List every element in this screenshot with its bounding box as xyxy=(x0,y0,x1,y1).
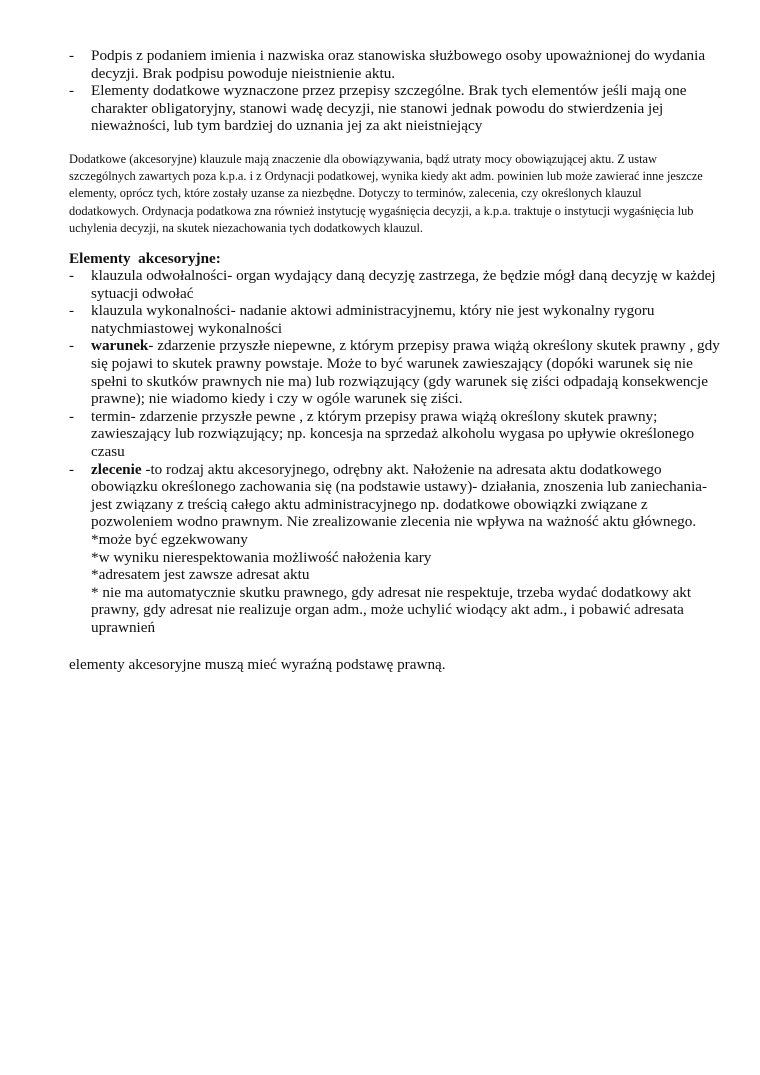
list-sub-line: *może być egzekwowany xyxy=(91,530,248,548)
list-item-text: klauzula wykonalności- nadanie aktowi administracyjnemu, który nie jest wykonalny rygoru natychmiastowej wykonalności xyxy=(91,302,655,337)
list-sub-line: *adresatem jest zawsze adresat aktu xyxy=(91,566,310,584)
list-bullet: - xyxy=(69,302,75,320)
list-item-text: -to rodzaj aktu akcesoryjnego, odrębny akt. Nałożenie na adresata aktu dodatkowego obowiązku określonego zachowania się (na podstawie ustawy)- działania, znoszenia lub zaniechania- jest związany z treścią całego aktu administracyjnego np. dodatkowe obowiązki związane z pozwoleniem wodno prawnym. Nie zrealizowanie zlecenia nie wpływa na ważność aktu głównego. xyxy=(91,460,708,531)
list-item xyxy=(69,337,731,407)
list-bullet: - xyxy=(69,460,75,478)
list-item-term: warunek xyxy=(91,337,149,355)
list-bullet: - xyxy=(69,267,75,284)
list-item-text: Elementy dodatkowe wyznaczone przez przepisy szczególne. Brak tych elementów jeśli mają one charakter obligatoryjny, stanowi wadę decyzji, nie stanowi jednak powodu do stwierdzenia jej nieważności, lub tym bardziej do uznania jej za akt nieistniejący xyxy=(91,82,687,135)
requirements-list xyxy=(69,47,729,135)
list-item-text: Podpis z podaniem imienia i nazwiska oraz stanowiska służbowego osoby upoważnionej do wydania decyzji. Brak podpisu powoduje nieistnienie aktu. xyxy=(91,47,706,82)
list-item xyxy=(69,461,731,637)
list-item xyxy=(69,82,729,135)
list-item-text: termin- zdarzenie przyszłe pewne , z którym przepisy prawa wiążą określony skutek prawny; zawieszający lub rozwiązujący; np. koncesja na sprzedaż alkoholu wygasa po upływie określonego czasu xyxy=(91,407,695,460)
closing-sentence: elementy akcesoryjne muszą mieć wyraźną podstawę prawną. xyxy=(69,656,446,673)
body-paragraph: Dodatkowe (akcesoryjne) klauzule mają znaczenie dla obowiązywania, bądź utraty mocy obowiązującej aktu. Z ustaw szczególnych zawartych poza k.p.a. i z Ordynacji podatkowej, wynika kiedy akt adm. powinien lub może zawierać inne jeszcze elementy, oprócz tych, które zostały uzanse za niezbędne. Dotyczy to terminów, zalecenia, czy określonych klauzul dodatkowych. Ordynacja podatkowa zna również instytucję wygaśnięcia decyzji, a k.p.a. traktuje o instytucji wygaśnięcia lub uchylenia decyzji, na skutek niezachowania tych dodatkowych klauzul. xyxy=(69,152,703,235)
list-item-text: klauzula odwołalności- organ wydający daną decyzję zastrzega, że będzie mógł daną decyzję w każdej sytuacji odwołać xyxy=(91,267,716,302)
list-item xyxy=(69,408,731,461)
list-bullet: - xyxy=(69,82,75,100)
list-item xyxy=(69,267,731,302)
list-bullet: - xyxy=(69,407,75,425)
list-bullet: - xyxy=(69,337,75,355)
list-item-term: zlecenie xyxy=(91,460,142,478)
list-item xyxy=(69,47,729,82)
list-item xyxy=(69,302,731,337)
accessory-elements-list xyxy=(69,267,731,636)
section-heading: Elementy akcesoryjne: xyxy=(69,250,221,267)
list-sub-line: * nie ma automatycznie skutku prawnego, gdy adresat nie respektuje, trzeba wydać dodatkowy akt prawny, gdy adresat nie realizuje organ adm., może uchylić wiodący akt adm., i pobawić adresata uprawnień xyxy=(91,583,692,636)
list-sub-line: *w wyniku nierespektowania możliwość nałożenia kary xyxy=(91,548,432,566)
list-bullet: - xyxy=(69,47,75,64)
list-item-text: - zdarzenie przyszłe niepewne, z którym przepisy prawa wiążą określony skutek prawny , gdy się pojawi to skutek prawny powstaje. Może to być warunek zawieszający (dopóki warunek się nie spełni to skutków prawnych nie ma) lub rozwiązujący (gdy warunek się ziści odpadają konsekwencje prawne); nie wiadomo kiedy i czy w ogóle warunek się ziści. xyxy=(91,337,720,408)
